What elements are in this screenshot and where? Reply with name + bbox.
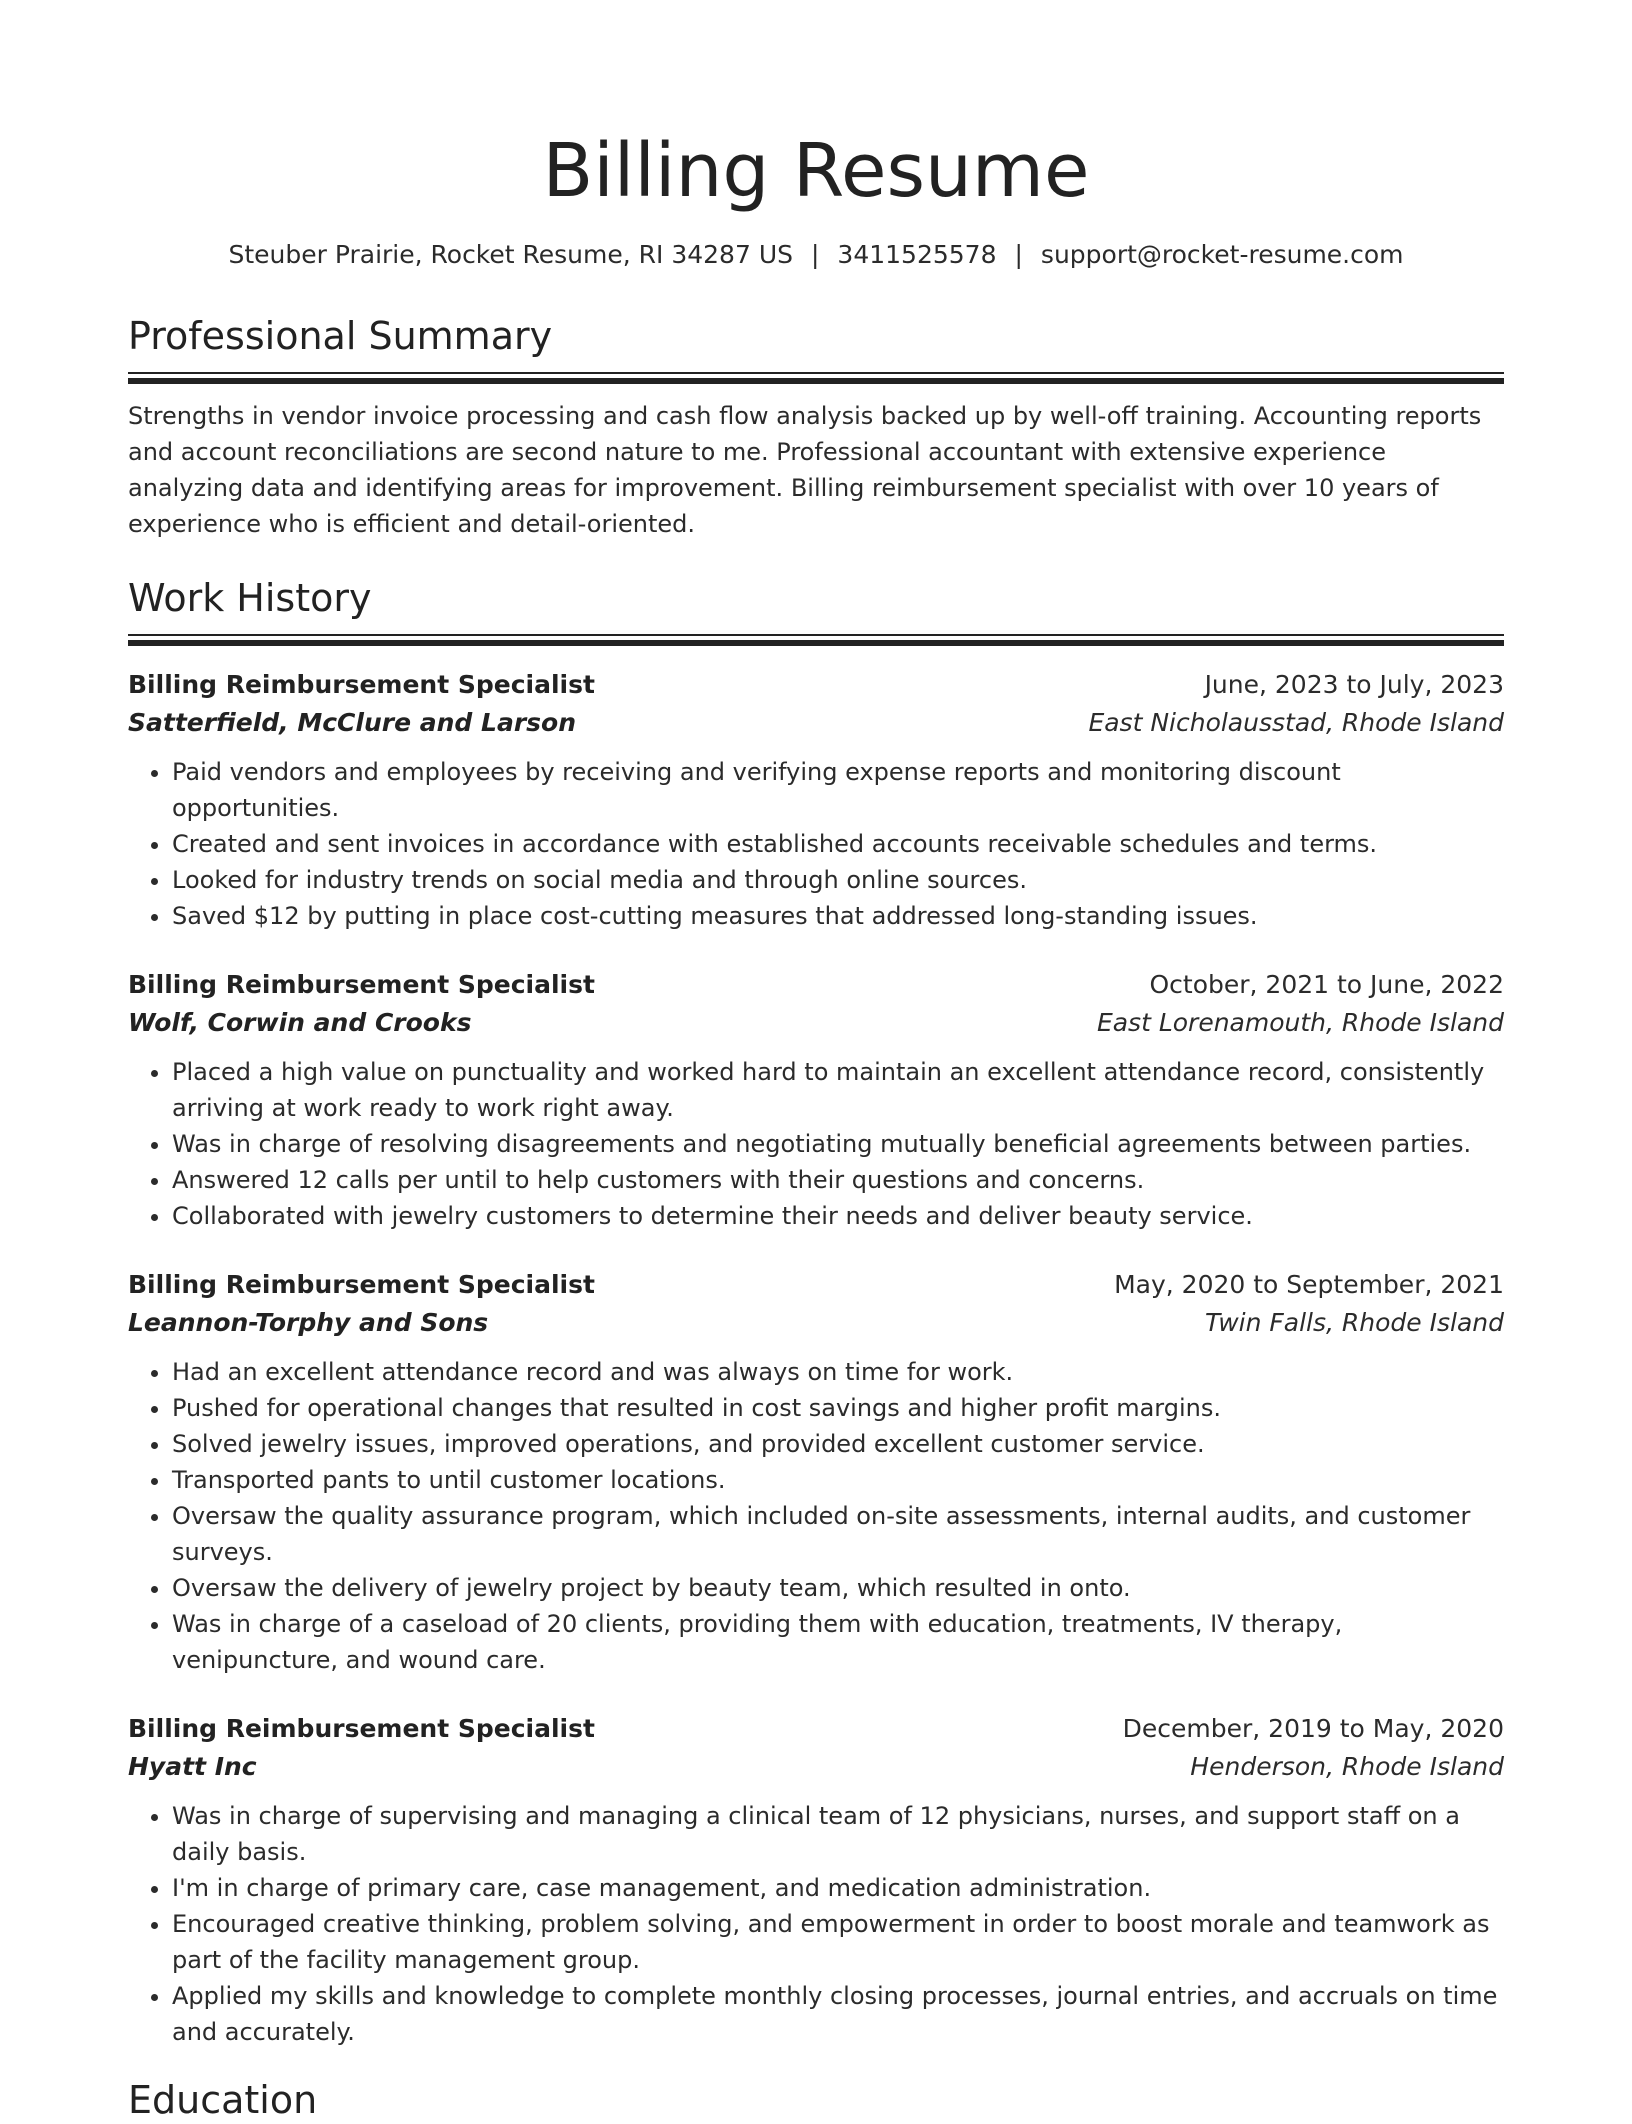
job-title: Billing Reimbursement Specialist	[128, 670, 595, 699]
job-bullet: • Applied my skills and knowledge to complete monthly closing processes, journal entries, and accruals on time and accurately.	[172, 1978, 1504, 2050]
job-company: Wolf, Corwin and Crooks	[128, 1008, 472, 1037]
job-location: East Nicholausstad, Rhode Island	[1088, 708, 1504, 737]
job-location: Henderson, Rhode Island	[1190, 1752, 1504, 1781]
contact-separator: |	[810, 240, 820, 269]
section-heading-education: Education	[128, 2078, 318, 2122]
section-divider	[128, 372, 1504, 384]
job-bullet-list	[128, 1798, 1504, 2050]
job-bullet: • Was in charge of resolving disagreements and negotiating mutually beneficial agreements between parties.	[172, 1126, 1504, 1162]
job-location: Twin Falls, Rhode Island	[1204, 1308, 1504, 1337]
contact-separator: |	[1014, 240, 1023, 269]
job-company-row	[128, 704, 1504, 742]
resume-title: Billing Resume	[542, 128, 1090, 214]
job-header-row	[128, 666, 1504, 704]
job-bullet: • Created and sent invoices in accordance with established accounts receivable schedules and terms.	[172, 826, 1504, 862]
job-dates: June, 2023 to July, 2023	[1204, 670, 1504, 699]
job-bullet: • Saved $12 by putting in place cost-cutting measures that addressed long-standing issues.	[172, 898, 1504, 934]
job-bullet-list	[128, 1354, 1504, 1678]
job-dates: October, 2021 to June, 2022	[1149, 970, 1504, 999]
job-bullet: • Transported pants to until customer locations.	[172, 1462, 1504, 1498]
job-bullet: • Was in charge of a caseload of 20 clients, providing them with education, treatments, IV therapy, venipuncture, and wound care.	[172, 1606, 1504, 1678]
job-entry	[128, 1266, 1504, 1678]
job-company-row	[128, 1304, 1504, 1342]
job-header-row	[128, 966, 1504, 1004]
contact-address: Steuber Prairie, Rocket Resume, RI 34287 US	[228, 240, 793, 269]
contact-line	[128, 238, 1504, 272]
work-history-section	[128, 574, 1504, 2050]
job-bullet: • Encouraged creative thinking, problem solving, and empowerment in order to boost morale and teamwork as part of the facility management group.	[172, 1906, 1504, 1978]
job-bullet-list	[128, 754, 1504, 934]
job-dates: May, 2020 to September, 2021	[1114, 1270, 1504, 1299]
job-bullet: • Paid vendors and employees by receiving and verifying expense reports and monitoring discount opportunities.	[172, 754, 1504, 826]
job-entry	[128, 1710, 1504, 2050]
resume-page	[128, 0, 1504, 2124]
job-bullet-list	[128, 1054, 1504, 1234]
job-company: Hyatt Inc	[128, 1752, 257, 1781]
job-title: Billing Reimbursement Specialist	[128, 1270, 595, 1299]
job-bullet: • Pushed for operational changes that resulted in cost savings and higher profit margins.	[172, 1390, 1504, 1426]
job-bullet: • Placed a high value on punctuality and worked hard to maintain an excellent attendance record, consistently arriving at work ready to work right away.	[172, 1054, 1504, 1126]
job-bullet: • Answered 12 calls per until to help customers with their questions and concerns.	[172, 1162, 1504, 1198]
job-entry	[128, 666, 1504, 934]
job-bullet: • Oversaw the delivery of jewelry project by beauty team, which resulted in onto.	[172, 1570, 1504, 1606]
professional-summary-section	[128, 312, 1504, 542]
job-header-row	[128, 1266, 1504, 1304]
job-list	[128, 666, 1504, 2050]
job-bullet: • Solved jewelry issues, improved operations, and provided excellent customer service.	[172, 1426, 1504, 1462]
job-title: Billing Reimbursement Specialist	[128, 1714, 595, 1743]
job-entry	[128, 966, 1504, 1234]
contact-email: support@rocket-resume.com	[1040, 240, 1404, 269]
job-bullet: • Oversaw the quality assurance program, which included on-site assessments, internal audits, and customer surveys.	[172, 1498, 1504, 1570]
section-divider	[128, 634, 1504, 646]
job-company: Satterfield, McClure and Larson	[128, 708, 577, 737]
job-bullet: • Was in charge of supervising and managing a clinical team of 12 physicians, nurses, and support staff on a daily basis.	[172, 1798, 1504, 1870]
job-company-row	[128, 1004, 1504, 1042]
education-section	[128, 2076, 1504, 2124]
job-title: Billing Reimbursement Specialist	[128, 970, 595, 999]
job-company: Leannon-Torphy and Sons	[128, 1308, 489, 1337]
job-bullet: • I'm in charge of primary care, case management, and medication administration.	[172, 1870, 1504, 1906]
job-bullet: • Collaborated with jewelry customers to determine their needs and deliver beauty service.	[172, 1198, 1504, 1234]
section-heading-work: Work History	[128, 576, 372, 620]
summary-text: Strengths in vendor invoice processing and cash flow analysis backed up by well-off training. Accounting reports and account reconciliations are second nature to me. Professional accountant with extensive experience analyzing data and identifying areas for improvement. Billing reimbursement specialist with over 10 years of experience who is efficient and detail-oriented.	[128, 402, 1482, 538]
job-bullet: • Had an excellent attendance record and was always on time for work.	[172, 1354, 1504, 1390]
job-location: East Lorenamouth, Rhode Island	[1096, 1008, 1504, 1037]
job-header-row	[128, 1710, 1504, 1748]
job-dates: December, 2019 to May, 2020	[1122, 1714, 1504, 1743]
contact-phone: 3411525578	[837, 240, 997, 269]
job-company-row	[128, 1748, 1504, 1786]
section-heading-summary: Professional Summary	[128, 314, 553, 358]
job-bullet: • Looked for industry trends on social media and through online sources.	[172, 862, 1504, 898]
